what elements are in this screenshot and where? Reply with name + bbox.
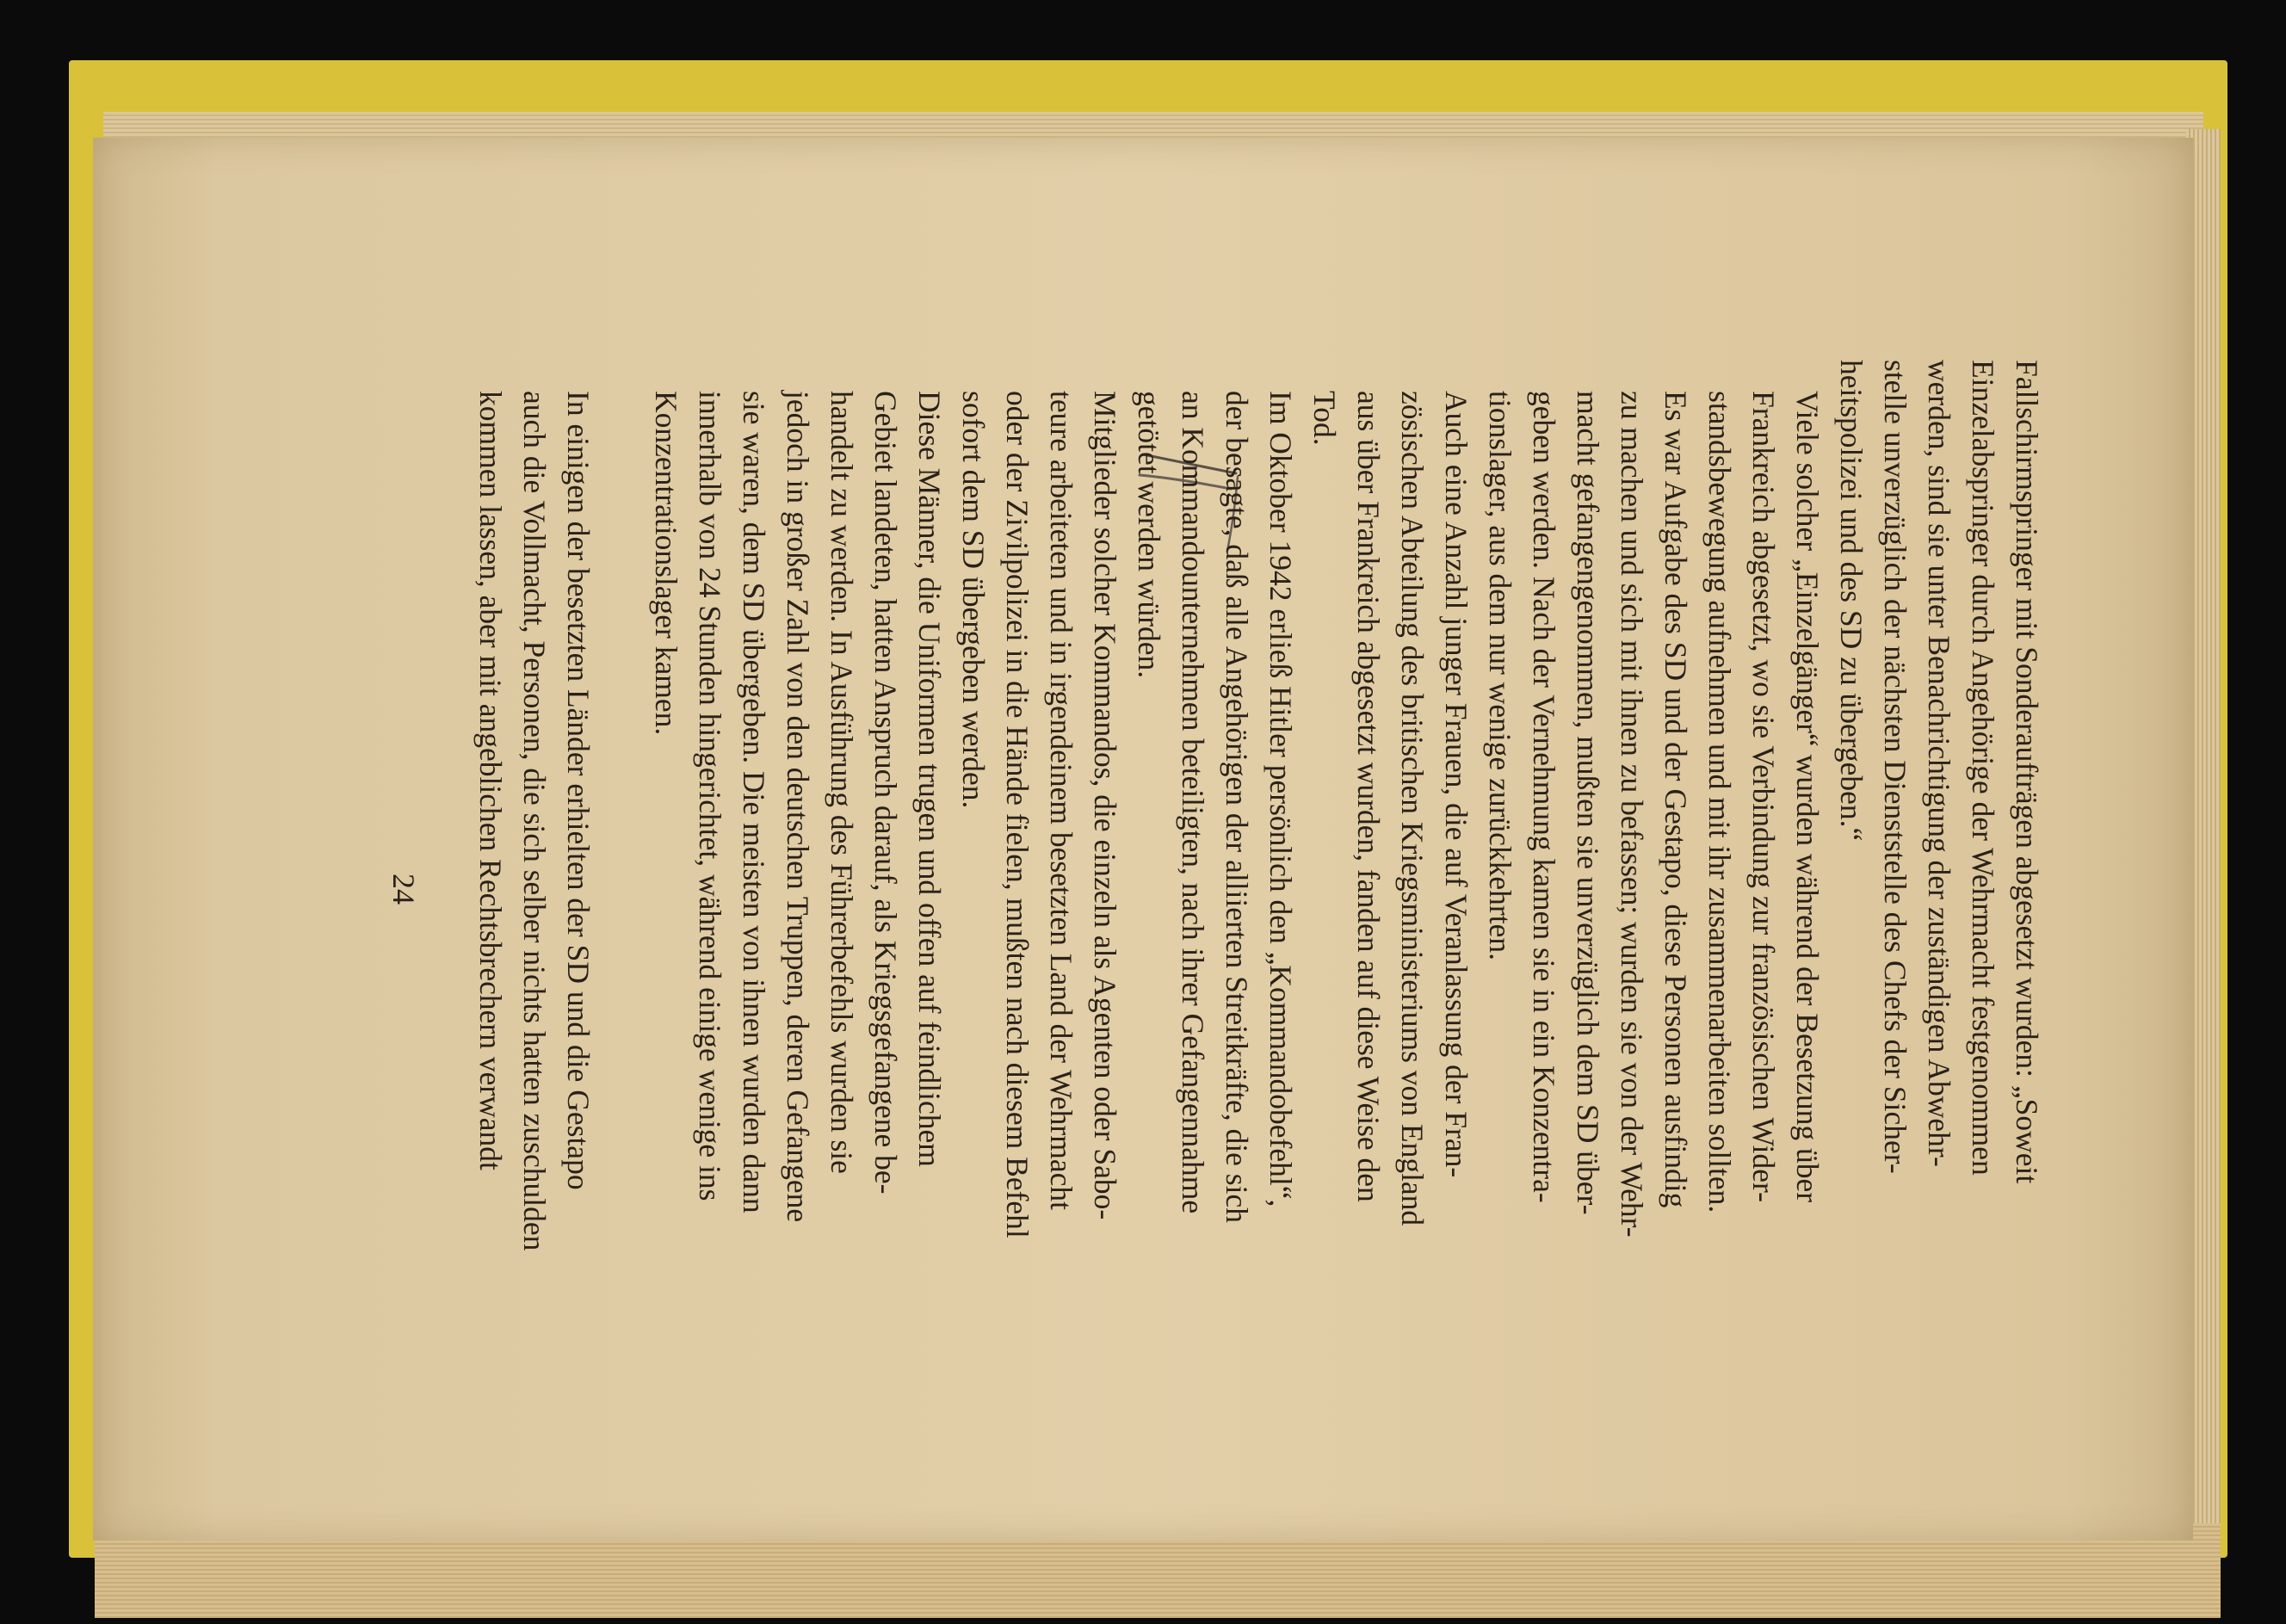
text-line: aus über Frankreich abgesetzt wurden, fanden auf diese Weise den (1351, 391, 1386, 1202)
text-line: Tod. (1307, 391, 1342, 446)
page-body-text (468, 360, 2048, 1479)
text-line: Gebiet landeten, hatten Anspruch darauf, als Kriegsgefangene be- (868, 391, 903, 1195)
text-line: handelt zu werden. In Ausführung des Führerbefehls wurden sie (825, 391, 859, 1174)
text-line: kommen lassen, aber mit angeblichen Rechtsbrechern verwandt (473, 391, 508, 1170)
text-line: geben werden. Nach der Vernehmung kamen sie in ein Konzentra- (1527, 391, 1561, 1203)
paragraph (951, 360, 1127, 1479)
text-line: Es war Aufgabe des SD und der Gestapo, diese Personen ausfindig (1659, 391, 1693, 1208)
text-line: standsbewegung aufnehmen und mit ihr zusammenarbeiten sollten. (1702, 391, 1737, 1213)
text-line: stelle unverzüglich der nächsten Dienststelle des Chefs der Sicher- (1878, 360, 1912, 1174)
text-line: jedoch in großer Zahl von den deutschen Truppen, deren Gefangene (781, 391, 815, 1223)
text-line: macht gefangengenommen, mußten sie unverzüglich dem SD über- (1571, 391, 1605, 1215)
text-line: Einzelabspringer durch Angehörige der Wehrmacht festgenommen (1966, 360, 2000, 1176)
paragraph (1302, 360, 1478, 1479)
text-line: getötet werden würden. (1132, 391, 1166, 679)
text-line: sofort dem SD übergeben werden. (956, 391, 991, 809)
text-line: Auch eine Anzahl junger Frauen, die auf Veranlassung der Fran- (1439, 391, 1474, 1178)
paragraph (1127, 360, 1302, 1479)
paragraph (468, 360, 600, 1479)
text-line: auch die Vollmacht, Personen, die sich selber nichts hatten zuschulden (517, 391, 552, 1251)
text-line: oder der Zivilpolizei in die Hände fielen, mußten nach diesem Befehl (1000, 391, 1035, 1238)
text-line: der besagte, daß alle Angehörigen der alliierten Streitkräfte, die sich (1220, 391, 1254, 1223)
text-line: zösischen Abteilung des britischen Kriegsministeriums von England (1395, 391, 1430, 1226)
text-line: teure arbeiteten und in irgendeinem besetzten Land der Wehrmacht (1044, 391, 1078, 1210)
paragraph (1478, 360, 1829, 1479)
text-line: zu machen und sich mit ihnen zu befassen; wurden sie von der Wehr- (1615, 391, 1649, 1238)
text-line: an Kommandounternehmen beteiligten, nach ihrer Gefangennahme (1176, 391, 1210, 1214)
paragraph (644, 360, 951, 1479)
text-line: Viele solcher „Einzelgänger“ wurden während der Besetzung über (1790, 391, 1825, 1203)
text-line: tionslager, aus dem nur wenige zurückkehrten. (1483, 391, 1517, 961)
text-line: Konzentrationslager kamen. (649, 391, 683, 736)
page-number: 24 (386, 874, 421, 905)
text-line: werden, sind sie unter Benachrichtigung der zuständigen Abwehr- (1922, 360, 1956, 1167)
text-line: Fallschirmspringer mit Sonderaufträgen abgesetzt wurden: „Soweit (2010, 360, 2044, 1184)
paragraph (1829, 360, 2048, 1479)
text-line: In einigen der besetzten Länder erhielten der SD und die Gestapo (561, 391, 596, 1190)
text-line: Mitglieder solcher Kommandos, die einzeln als Agenten oder Sabo- (1088, 391, 1122, 1220)
text-line: Im Oktober 1942 erließ Hitler persönlich den „Kommandobefehl“, (1263, 391, 1298, 1207)
text-line: sie waren, dem SD übergeben. Die meisten von ihnen wurden dann (737, 391, 771, 1213)
text-line: Frankreich abgesetzt, wo sie Verbindung zur französischen Wider- (1746, 391, 1781, 1202)
text-line: Diese Männer, die Uniformen trugen und offen auf feindlichem (912, 391, 947, 1167)
text-line: heitspolizei und des SD zu übergeben.“ (1834, 360, 1869, 842)
text-line: innerhalb von 24 Stunden hingerichtet, während einige wenige ins (693, 391, 727, 1201)
